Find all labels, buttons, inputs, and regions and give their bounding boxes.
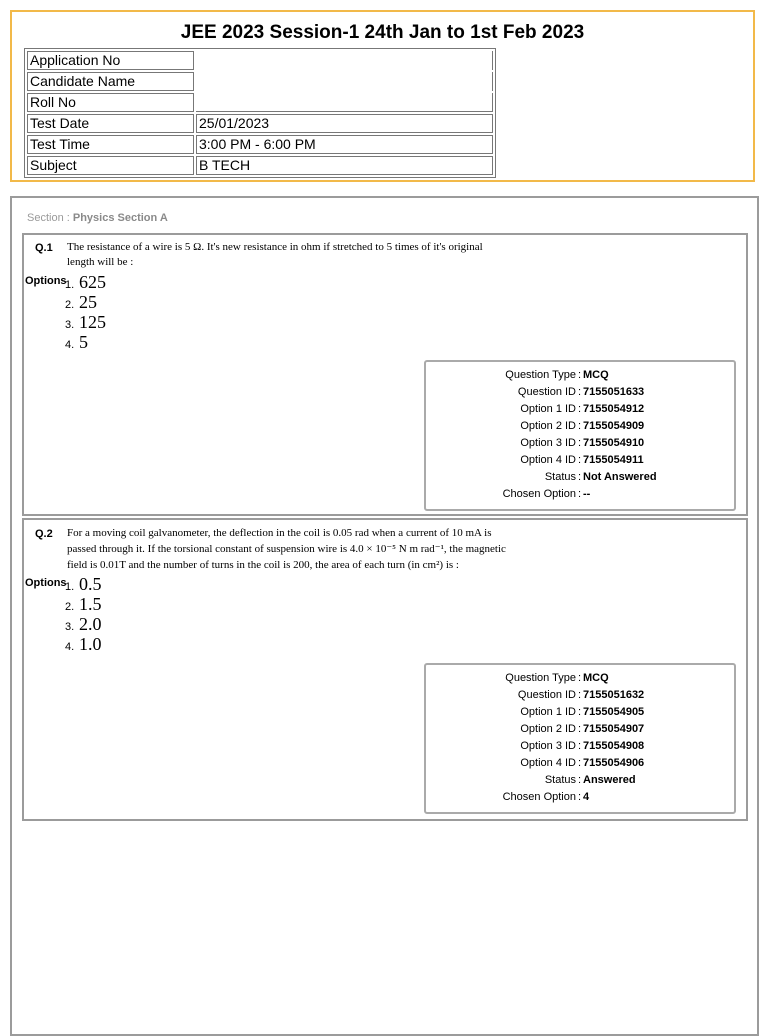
question-text-line: passed through it. If the torsional constant of suspension wire is 4.0 × 10⁻⁵ N m rad⁻¹, the magnetic [67,543,506,555]
option-item [65,312,106,332]
question-text-line: field is 0.01T and the number of turns in the coil is 200, the area of each turn (in cm²) is : [67,559,459,571]
meta-value: 7155051632 [583,689,645,701]
info-value [196,72,493,91]
info-row-test-time [27,135,493,154]
info-value [196,93,493,112]
meta-option-4-id: Option 4 ID : 7155054906 [426,755,734,772]
meta-option-1-id: Option 1 ID : 7155054912 [426,401,734,418]
option-item [65,574,102,594]
meta-status: Status : Not Answered [426,469,734,486]
meta-value: -- [583,488,591,500]
exam-title: JEE 2023 Session-1 24th Jan to 1st Feb 2023 [180,22,585,43]
info-row-subject [27,156,493,175]
question-number: Q.2 [35,528,53,540]
question-meta-box [424,360,736,511]
option-number: 1. [65,581,75,593]
meta-question-id: Question ID : 7155051633 [426,384,734,401]
question-number: Q.1 [35,242,53,254]
meta-key: Option 2 ID [520,723,576,735]
option-number: 4. [65,641,75,653]
option-item [65,332,88,352]
meta-question-id: Question ID : 7155051632 [426,687,734,704]
meta-key: Chosen Option [502,488,576,500]
option-item [65,292,97,312]
meta-option-2-id: Option 2 ID : 7155054907 [426,721,734,738]
meta-value: MCQ [583,672,609,684]
meta-chosen-option: Chosen Option : 4 [426,789,734,806]
question-text [67,240,537,270]
meta-value: 4 [583,791,590,803]
question-meta-box [424,663,736,814]
meta-key: Option 1 ID [520,706,576,718]
option-item [65,614,102,634]
info-label: Test Date [27,114,194,133]
meta-question-type: Question Type : MCQ [426,670,734,687]
info-value [196,51,493,70]
meta-key: Option 3 ID [520,437,576,449]
meta-value: 7155054909 [583,420,645,432]
response-sheet [10,196,759,1036]
info-label: Application No [27,51,194,70]
meta-chosen-option: Chosen Option : -- [426,486,734,503]
question-panel [22,518,748,821]
meta-option-4-id: Option 4 ID : 7155054911 [426,452,734,469]
meta-option-2-id: Option 2 ID : 7155054909 [426,418,734,435]
option-item [65,594,102,614]
option-number: 2. [65,601,75,613]
option-value: 5 [79,332,88,352]
info-row-roll-no [27,93,493,112]
candidate-info-table [24,48,496,178]
option-item [65,272,106,292]
meta-value: 7155054907 [583,723,645,735]
meta-status: Status : Answered [426,772,734,789]
meta-question-type: Question Type : MCQ [426,367,734,384]
option-number: 3. [65,621,75,633]
meta-value: 7155054906 [583,757,645,769]
option-value: 625 [79,272,106,292]
section-label [27,212,168,224]
meta-key: Status [544,774,576,786]
meta-value: 7155054910 [583,437,645,449]
meta-value: 7155054905 [583,706,645,718]
meta-value: 7155054912 [583,403,645,415]
info-value: B TECH [196,156,493,175]
option-value: 25 [79,292,97,312]
info-label: Roll No [27,93,194,112]
info-label: Test Time [27,135,194,154]
option-number: 3. [65,319,75,331]
option-number: 2. [65,299,75,311]
meta-key: Question Type [505,369,576,381]
meta-key: Option 4 ID [520,757,576,769]
meta-option-3-id: Option 3 ID : 7155054910 [426,435,734,452]
meta-value: Not Answered [583,471,657,483]
option-value: 1.5 [79,594,102,614]
meta-option-1-id: Option 1 ID : 7155054905 [426,704,734,721]
meta-key: Question Type [505,672,576,684]
meta-key: Option 3 ID [520,740,576,752]
meta-key: Status [544,471,576,483]
meta-key: Option 4 ID [520,454,576,466]
meta-key: Question ID [517,386,576,398]
meta-value: 7155051633 [583,386,645,398]
meta-key: Chosen Option [502,791,576,803]
question-text-line: length will be : [67,256,134,268]
option-value: 0.5 [79,574,102,594]
question-panel [22,233,748,516]
meta-value: Answered [583,774,636,786]
option-number: 1. [65,279,75,291]
option-number: 4. [65,339,75,351]
meta-value: MCQ [583,369,609,381]
candidate-header [10,10,755,182]
meta-value: 7155054911 [583,454,644,466]
meta-option-3-id: Option 3 ID : 7155054908 [426,738,734,755]
info-label: Candidate Name [27,72,194,91]
info-value: 25/01/2023 [196,114,493,133]
meta-key: Option 1 ID [520,403,576,415]
option-value: 2.0 [79,614,102,634]
option-value: 1.0 [79,634,102,654]
meta-key: Question ID [517,689,576,701]
question-text [67,525,537,573]
info-row-test-date [27,114,493,133]
option-value: 125 [79,312,106,332]
section-prefix: Section : [27,212,73,224]
meta-key: Option 2 ID [520,420,576,432]
question-text-line: For a moving coil galvanometer, the deflection in the coil is 0.05 rad when a current of 10 mA is [67,527,492,539]
info-label: Subject [27,156,194,175]
question-text-line: The resistance of a wire is 5 Ω. It's new resistance in ohm if stretched to 5 times of it's original [67,241,483,253]
option-item [65,634,102,654]
options-label: Options [25,275,67,287]
info-row-application-no [27,51,493,70]
section-name: Physics Section A [72,212,168,224]
info-row-candidate-name [27,72,493,91]
info-value: 3:00 PM - 6:00 PM [196,135,493,154]
options-label: Options [25,577,67,589]
meta-value: 7155054908 [583,740,645,752]
